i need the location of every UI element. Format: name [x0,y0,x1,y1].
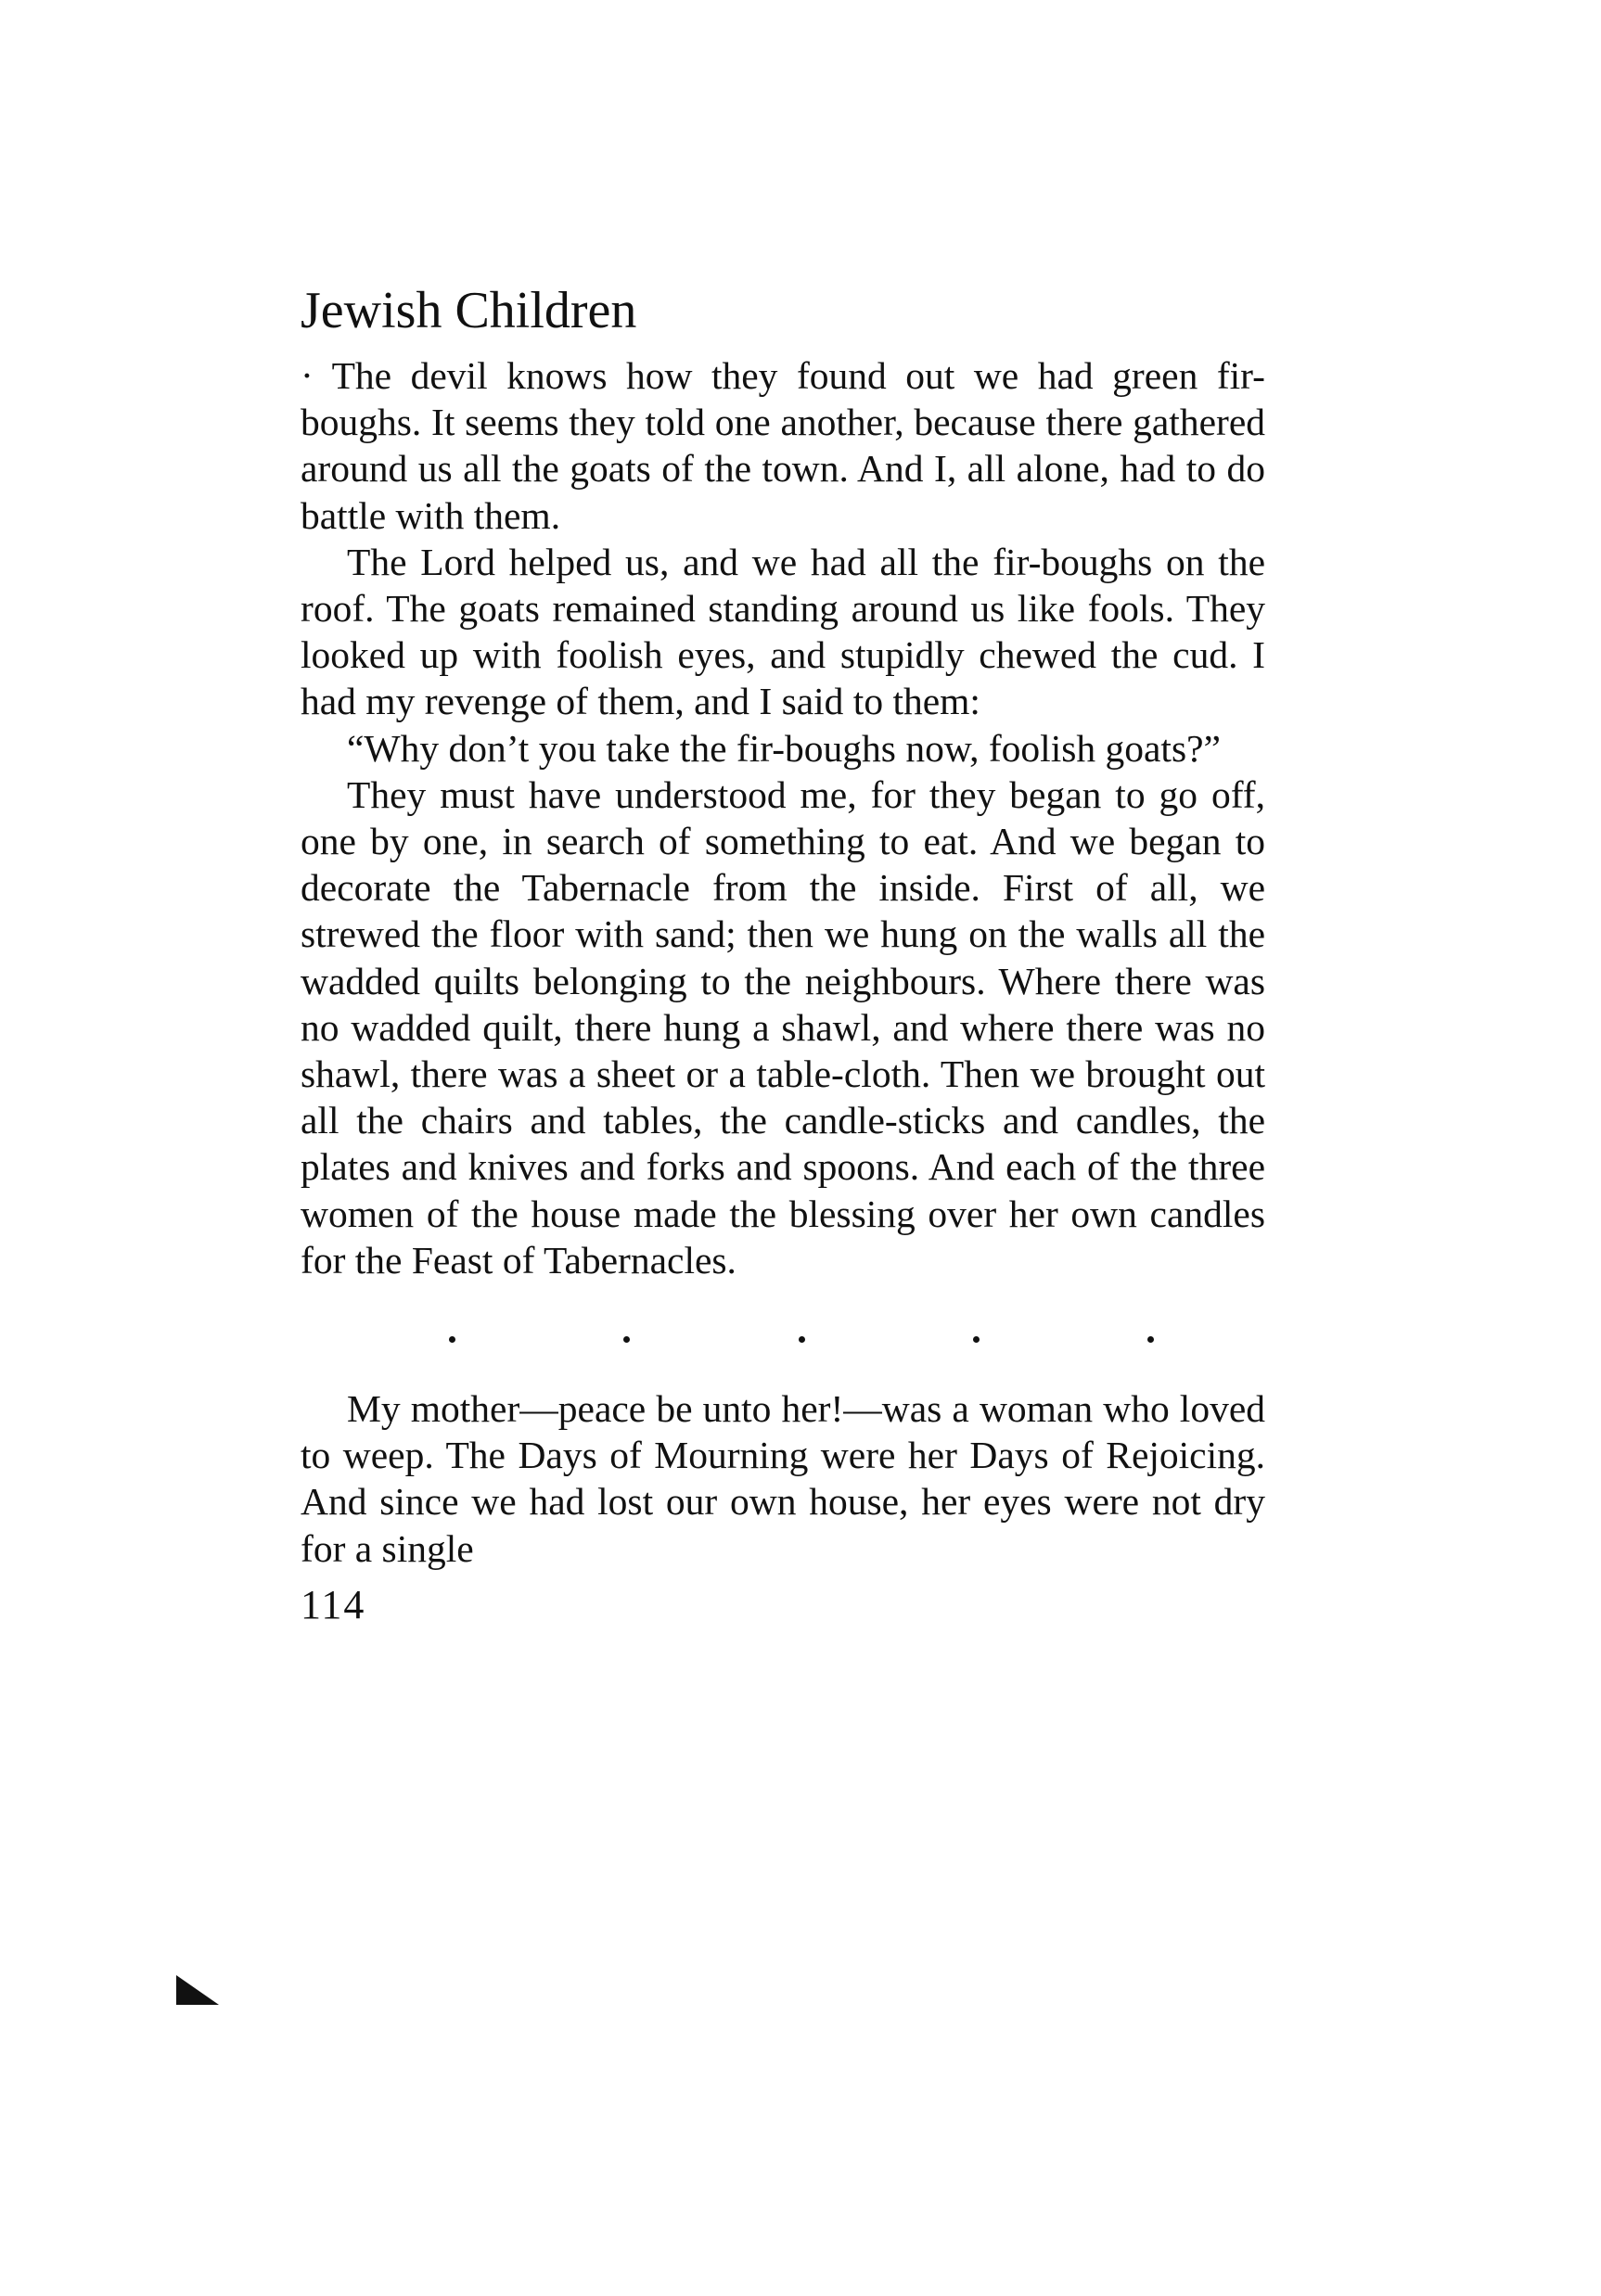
section-break-dot [799,1336,805,1343]
paragraph-3: “Why don’t you take the fir-boughs now, foolish goats?” [347,726,1221,770]
paragraph-2: The Lord helped us, and we had all the fir-boughs on the roof. The goats remained standing around us like fools. They looked up with foolish eyes, and stupidly chewed the cud. I had my revenge of them, and I said to them: [301,540,1265,723]
paragraph-5: My mother—peace be unto her!—was a woman who loved to weep. The Days of Mourning were her Days of Rejoicing. And since we had lost our own house, her eyes were not dry for a single [301,1387,1265,1570]
section-break-dot [623,1336,630,1343]
section-break-dot [449,1336,455,1343]
paragraph-1: · The devil knows how they found out we had green fir-boughs. It seems they told one another, because there gathered around us all the goats of the town. And I, all alone, had to do battle with them. [301,354,1265,537]
triangle-marker-icon-svg [174,1973,221,2007]
section-break-dot [1147,1336,1154,1343]
section-break [301,1293,1265,1385]
section-break-dot [973,1336,980,1343]
page-number: 114 [301,1581,366,1627]
running-head: Jewish Children [301,282,637,339]
paragraph-4: They must have understood me, for they began to go off, one by one, in search of something to eat. And we began to decorate the Tabernacle from the inside. First of all, we strewed the floor with sand; then we hung on the walls all the wadded quilts belonging to the neighbours. Where there was no wadded quilt, there hung a shawl, and where there was no shawl, there was a sheet or a table-cloth. Then we brought out all the chairs and tables, the candle-sticks and candles, the plates and knives and forks and spoons. And each of the three women of the house made the blessing over her own candles for the Feast of Tabernacles. [301,772,1265,1282]
book-page [301,278,1265,1633]
